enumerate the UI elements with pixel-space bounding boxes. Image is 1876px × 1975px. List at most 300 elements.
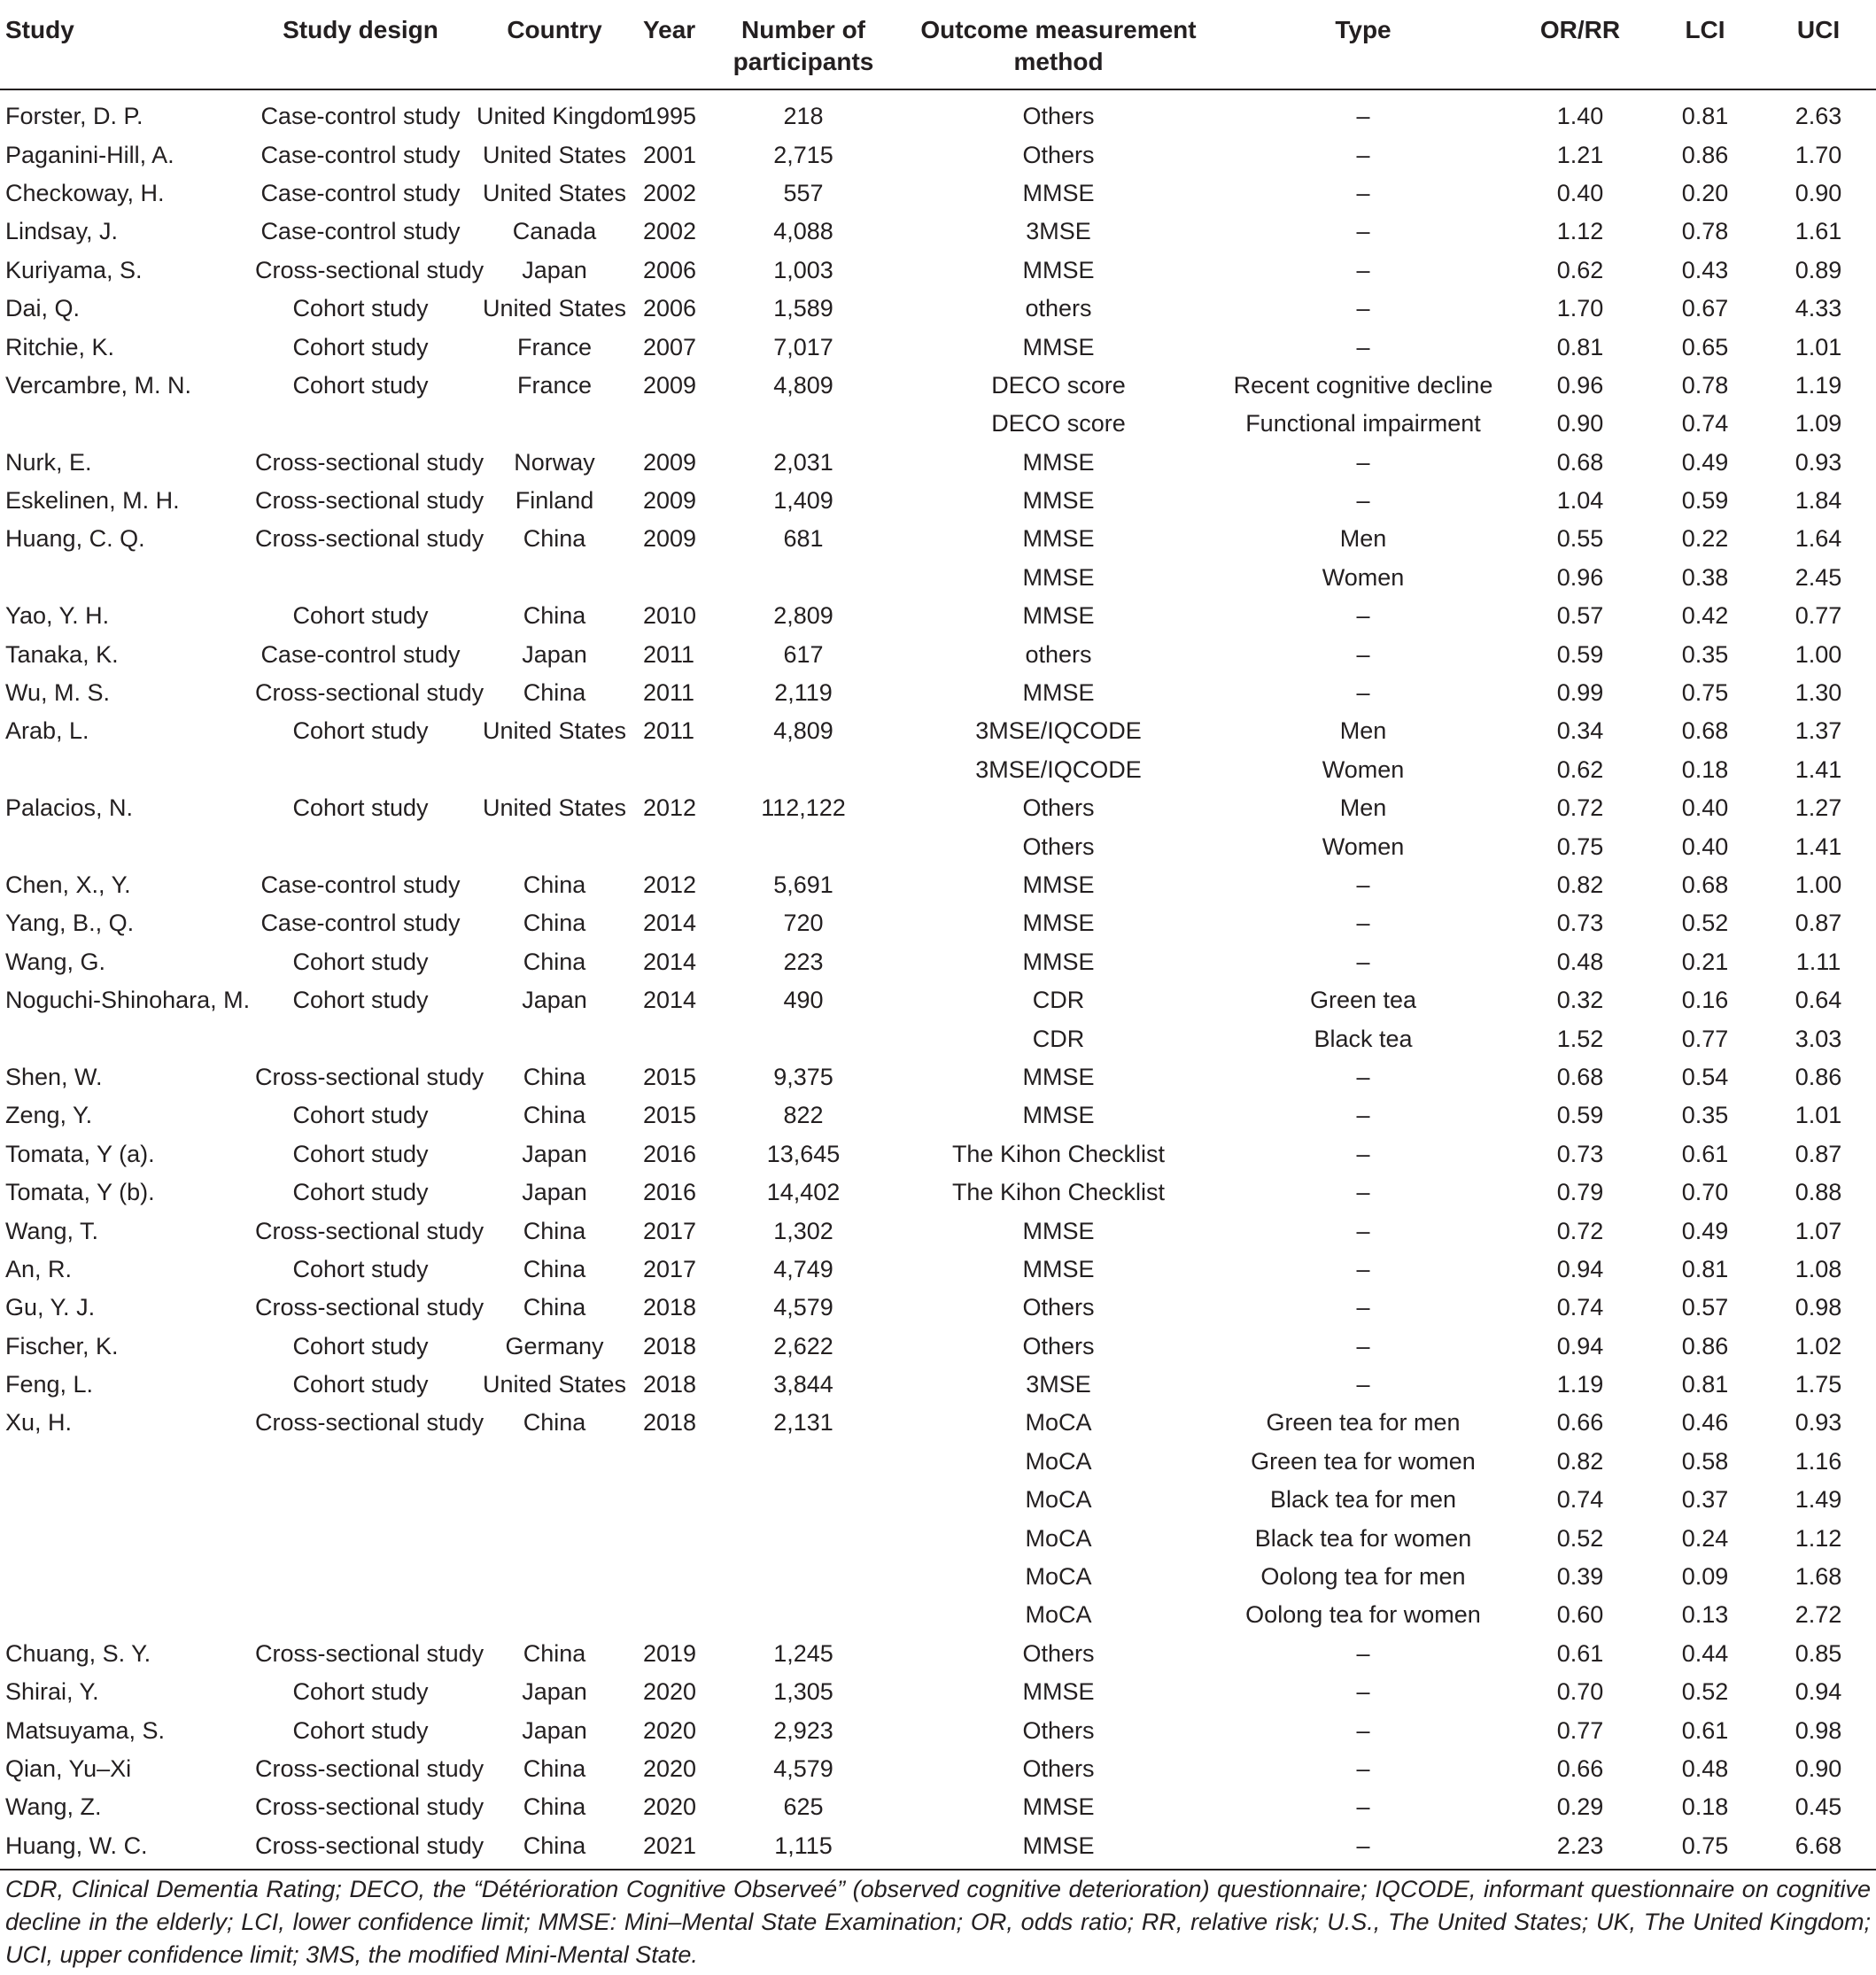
cell-study: [0, 1519, 250, 1557]
cell-type: –: [1356, 179, 1370, 206]
cell-country: Norway: [514, 448, 595, 476]
cell-study: Fischer, K.: [5, 1332, 119, 1359]
cell-study-design: Cohort study: [292, 948, 429, 975]
table-row: [0, 1366, 1876, 1404]
cell-lci: 0.37: [1681, 1486, 1729, 1514]
cell-outcome-method: MMSE: [1022, 448, 1095, 476]
cell-study-design: Cross-sectional study: [255, 1754, 485, 1782]
cell-or-rr: 0.74: [1556, 1294, 1604, 1321]
cell-participants: 14,402: [766, 1179, 841, 1206]
cell-uci: 1.41: [1795, 833, 1842, 860]
cell-study: [0, 1443, 250, 1481]
table-row: [0, 1251, 1876, 1289]
cell-outcome-method: Others: [1022, 1716, 1095, 1744]
cell-lci: 0.78: [1681, 371, 1729, 399]
cell-country: China: [523, 1255, 586, 1282]
cell-outcome-method: Others: [1022, 1754, 1095, 1782]
cell-participants: [705, 751, 902, 789]
table-row: [0, 1212, 1876, 1250]
cell-uci: 1.37: [1795, 717, 1842, 745]
cell-participants: [705, 1443, 902, 1481]
cell-participants: 2,131: [773, 1409, 833, 1437]
cell-participants: [705, 1019, 902, 1057]
cell-or-rr: 0.94: [1556, 1332, 1604, 1359]
cell-or-rr: 0.73: [1556, 1140, 1604, 1167]
cell-uci: 1.00: [1795, 871, 1842, 898]
cell-study: [0, 1558, 250, 1596]
table-row: [0, 290, 1876, 328]
cell-or-rr: 0.72: [1556, 1217, 1604, 1244]
cell-study: Wu, M. S.: [5, 679, 111, 707]
cell-lci: 0.18: [1681, 755, 1729, 783]
cell-study-design: Cohort study: [292, 1716, 429, 1744]
cell-participants: 720: [783, 910, 824, 937]
cell-type: –: [1356, 602, 1370, 630]
cell-study: [0, 1019, 250, 1057]
cell-study: Tomata, Y (a).: [5, 1140, 155, 1167]
cell-year: 2010: [643, 602, 697, 630]
cell-study: Arab, L.: [5, 717, 89, 745]
cell-lci: 0.78: [1681, 218, 1729, 245]
cell-type: Black tea for women: [1254, 1524, 1472, 1552]
cell-or-rr: 0.52: [1556, 1524, 1604, 1552]
cell-participants: 3,844: [773, 1371, 833, 1398]
cell-study-design: [250, 1019, 471, 1057]
cell-year: 2020: [643, 1793, 697, 1821]
cell-outcome-method: MMSE: [1022, 525, 1095, 553]
cell-study-design: Cross-sectional study: [250, 1827, 471, 1870]
cell-country: United States: [482, 717, 627, 745]
cell-lci: 0.61: [1681, 1140, 1729, 1167]
cell-study: Tanaka, K.: [5, 640, 119, 668]
cell-uci: 0.98: [1795, 1294, 1842, 1321]
table-row: [0, 943, 1876, 981]
table-row: [0, 1019, 1876, 1057]
cell-or-rr: 0.79: [1556, 1179, 1604, 1206]
cell-lci: 0.38: [1681, 563, 1729, 591]
cell-or-rr: 0.32: [1556, 987, 1604, 1014]
cell-uci: 2.72: [1795, 1601, 1842, 1629]
cell-country: Japan: [522, 256, 587, 283]
table-row: [0, 827, 1876, 865]
cell-country: China: [523, 948, 586, 975]
cell-study-design: Cross-sectional study: [255, 1217, 485, 1244]
table-row: [0, 789, 1876, 827]
cell-study: Noguchi-Shinohara, M.: [5, 987, 251, 1014]
cell-country: China: [523, 1063, 586, 1090]
table-row: [0, 1328, 1876, 1366]
cell-type: Green tea for women: [1251, 1447, 1476, 1475]
table-row: [0, 1596, 1876, 1634]
cell-country: Germany: [505, 1332, 604, 1359]
cell-type: –: [1356, 487, 1370, 515]
cell-lci: 0.52: [1681, 910, 1729, 937]
cell-lci: 0.40: [1681, 833, 1729, 860]
cell-uci: 2.45: [1795, 563, 1842, 591]
cell-or-rr: 0.68: [1556, 448, 1604, 476]
table-row: [0, 405, 1876, 443]
cell-or-rr: 1.40: [1556, 103, 1604, 130]
cell-type: –: [1356, 871, 1370, 898]
cell-uci: 4.33: [1795, 295, 1842, 322]
cell-year: 2007: [643, 333, 697, 360]
cell-type: –: [1356, 103, 1370, 130]
cell-country: China: [523, 871, 586, 898]
cell-study-design: Case-control study: [260, 218, 461, 245]
cell-outcome-method: MMSE: [1022, 679, 1095, 707]
cell-study: Chen, X., Y.: [5, 871, 131, 898]
cell-type: –: [1356, 448, 1370, 476]
cell-country: [471, 559, 638, 597]
cell-type: –: [1356, 1255, 1370, 1282]
header-study-design: Study design: [250, 0, 471, 89]
cell-type: –: [1356, 1371, 1370, 1398]
cell-or-rr: 0.77: [1556, 1716, 1604, 1744]
cell-uci: 1.75: [1795, 1371, 1842, 1398]
cell-uci: 1.16: [1795, 1447, 1842, 1475]
table-row: [0, 1096, 1876, 1135]
cell-study-design: Cohort study: [292, 333, 429, 360]
cell-participants: 223: [783, 948, 824, 975]
cell-uci: 0.90: [1795, 1754, 1842, 1782]
cell-or-rr: 1.70: [1556, 295, 1604, 322]
table-row: [0, 904, 1876, 942]
cell-type: –: [1356, 679, 1370, 707]
cell-lci: 0.49: [1681, 448, 1729, 476]
cell-uci: 0.90: [1795, 179, 1842, 206]
cell-year: 2002: [643, 218, 697, 245]
cell-uci: 1.07: [1795, 1217, 1842, 1244]
cell-year: 2018: [643, 1371, 697, 1398]
cell-lci: 0.35: [1681, 1102, 1729, 1129]
cell-or-rr: 0.90: [1556, 410, 1604, 438]
cell-year: 2015: [643, 1102, 697, 1129]
cell-type: Green tea: [1309, 987, 1417, 1014]
cell-type: Women: [1322, 563, 1405, 591]
table-row: [0, 712, 1876, 750]
cell-study: Xu, H.: [5, 1409, 73, 1437]
cell-year: [638, 1558, 705, 1596]
cell-year: 2018: [643, 1294, 697, 1321]
cell-year: [638, 827, 705, 865]
cell-or-rr: 0.39: [1556, 1563, 1604, 1591]
cell-country: [471, 1519, 638, 1557]
table-row: [0, 367, 1876, 405]
cell-outcome-method: Others: [1022, 1639, 1095, 1667]
table-row: [0, 174, 1876, 213]
cell-lci: 0.68: [1681, 871, 1729, 898]
cell-study-design: Cross-sectional study: [255, 1294, 485, 1321]
cell-study-design: [250, 1481, 471, 1519]
cell-year: 2006: [643, 256, 697, 283]
cell-study-design: Cohort study: [292, 1678, 429, 1706]
cell-or-rr: 0.74: [1556, 1486, 1604, 1514]
cell-study: Feng, L.: [5, 1371, 94, 1398]
cell-type: –: [1356, 141, 1370, 168]
cell-type: –: [1356, 910, 1370, 937]
cell-type: Green tea for men: [1266, 1409, 1461, 1437]
cell-or-rr: 0.57: [1556, 602, 1604, 630]
cell-country: Japan: [522, 1140, 587, 1167]
header-outcome-method: Outcome measurement method: [902, 0, 1215, 89]
cell-uci: 0.45: [1795, 1793, 1842, 1821]
table-row: [0, 635, 1876, 673]
cell-study: Ritchie, K.: [5, 333, 115, 360]
cell-study: Kuriyama, S.: [5, 256, 143, 283]
cell-type: –: [1356, 1332, 1370, 1359]
cell-study: Checkoway, H.: [5, 179, 165, 206]
cell-study-design: Cohort study: [292, 1371, 429, 1398]
cell-uci: 0.98: [1795, 1716, 1842, 1744]
cell-study-design: Cohort study: [292, 1179, 429, 1206]
cell-study-design: Cross-sectional study: [255, 1639, 485, 1667]
cell-lci: 0.24: [1681, 1524, 1729, 1552]
cell-outcome-method: 3MSE: [1026, 218, 1091, 245]
cell-study: Shirai, Y.: [5, 1678, 99, 1706]
cell-country: [471, 1596, 638, 1634]
cell-study-design: Cohort study: [292, 1102, 429, 1129]
cell-lci: 0.43: [1681, 256, 1729, 283]
cell-participants: 4,749: [773, 1255, 833, 1282]
cell-outcome-method: MoCA: [1025, 1601, 1092, 1629]
cell-country: Japan: [522, 987, 587, 1014]
table-row: [0, 252, 1876, 290]
cell-study: Qian, Yu–Xi: [5, 1754, 132, 1782]
table-row: [0, 1788, 1876, 1826]
cell-study-design: Cohort study: [292, 794, 429, 822]
cell-study-design: Cross-sectional study: [255, 256, 485, 283]
cell-year: 1995: [643, 103, 697, 130]
cell-study: Huang, W. C.: [0, 1827, 250, 1870]
cell-outcome-method: Others: [1022, 833, 1095, 860]
cell-uci: 2.63: [1795, 103, 1842, 130]
table-row: [0, 751, 1876, 789]
cell-participants: 822: [783, 1102, 824, 1129]
cell-outcome-method: others: [1025, 640, 1092, 668]
cell-year: 2016: [643, 1179, 697, 1206]
cell-or-rr: 1.04: [1556, 487, 1604, 515]
cell-uci: 1.12: [1795, 1524, 1842, 1552]
cell-or-rr: 0.61: [1556, 1639, 1604, 1667]
cell-year: 2021: [638, 1827, 705, 1870]
cell-country: China: [523, 910, 586, 937]
cell-country: United States: [482, 179, 627, 206]
cell-outcome-method: MoCA: [1025, 1486, 1092, 1514]
cell-study-design: Case-control study: [260, 910, 461, 937]
cell-country: Japan: [522, 1678, 587, 1706]
cell-lci: 0.44: [1681, 1639, 1729, 1667]
cell-participants: [705, 1596, 902, 1634]
cell-study: Dai, Q.: [5, 295, 81, 322]
cell-lci: 0.75: [1649, 1827, 1761, 1870]
cell-country: United States: [482, 295, 627, 322]
cell-uci: 0.87: [1795, 1140, 1842, 1167]
cell-study-design: Cohort study: [292, 371, 429, 399]
cell-lci: 0.52: [1681, 1678, 1729, 1706]
cell-or-rr: 0.81: [1556, 333, 1604, 360]
cell-study-design: [250, 1596, 471, 1634]
cell-country: [471, 405, 638, 443]
cell-study: Paganini-Hill, A.: [5, 141, 174, 168]
table-row: [0, 1519, 1876, 1557]
cell-type: Men: [1339, 525, 1387, 553]
cell-study-design: Cross-sectional study: [255, 679, 485, 707]
cell-study: [0, 1481, 250, 1519]
cell-or-rr: 0.68: [1556, 1063, 1604, 1090]
cell-participants: 2,622: [773, 1332, 833, 1359]
cell-type: Women: [1322, 755, 1405, 783]
cell-study: Eskelinen, M. H.: [5, 487, 180, 515]
cell-outcome-method: MMSE: [1022, 910, 1095, 937]
cell-or-rr: 0.99: [1556, 679, 1604, 707]
header-uci: UCI: [1761, 0, 1876, 89]
cell-participants: 218: [783, 103, 824, 130]
cell-participants: 1,003: [773, 256, 833, 283]
cell-type: –: [1356, 1179, 1370, 1206]
cell-year: 2020: [643, 1754, 697, 1782]
cell-year: 2018: [643, 1332, 697, 1359]
table-row: [0, 1481, 1876, 1519]
cell-study: Lindsay, J.: [5, 218, 119, 245]
cell-study: Chuang, S. Y.: [5, 1639, 151, 1667]
cell-outcome-method: MMSE: [1022, 333, 1095, 360]
table-row: [0, 674, 1876, 712]
cell-or-rr: 0.40: [1556, 179, 1604, 206]
cell-country: United Kingdom: [477, 103, 647, 130]
cell-or-rr: 0.59: [1556, 1102, 1604, 1129]
cell-lci: 0.48: [1681, 1754, 1729, 1782]
cell-study-design: Cohort study: [292, 602, 429, 630]
table-row: [0, 559, 1876, 597]
table-footnote: CDR, Clinical Dementia Rating; DECO, the “Détérioration Cognitive Observeé” (observed cognitive deterioration) questionnaire; IQCODE, informant questionnaire on cognitive decline in the elderly; LCI, lower confidence limit; MMSE: Mini–Mental State Examination; OR, odds ratio; RR, relative risk; U.S., The United States; UK, The United Kingdom; UCI, upper confidence limit; 3MS, the modified Mini-Mental State.: [5, 1876, 1871, 1968]
cell-uci: 1.64: [1795, 525, 1842, 553]
cell-study-design: Cross-sectional study: [255, 487, 485, 515]
cell-study-design: Cohort study: [292, 295, 429, 322]
cell-participants: [705, 1481, 902, 1519]
table-row: [0, 866, 1876, 904]
table-row: [0, 981, 1876, 1019]
header-study: Study: [0, 0, 250, 89]
cell-participants: 1,115: [705, 1827, 902, 1870]
cell-lci: 0.16: [1681, 987, 1729, 1014]
cell-type: –: [1356, 640, 1370, 668]
cell-lci: 0.46: [1681, 1409, 1729, 1437]
cell-type: –: [1356, 256, 1370, 283]
cell-uci: 1.70: [1795, 141, 1842, 168]
cell-or-rr: 0.66: [1556, 1409, 1604, 1437]
cell-study: Matsuyama, S.: [5, 1716, 166, 1744]
cell-type: –: [1356, 1793, 1370, 1821]
cell-year: 2001: [643, 141, 697, 168]
cell-year: 2014: [643, 910, 697, 937]
cell-outcome-method: Others: [1022, 103, 1095, 130]
cell-year: 2011: [643, 640, 695, 668]
table-row: [0, 1750, 1876, 1788]
cell-country: China: [523, 1409, 586, 1437]
cell-year: 2011: [643, 717, 695, 745]
cell-country: France: [516, 371, 593, 399]
cell-or-rr: 0.70: [1556, 1678, 1604, 1706]
cell-uci: 6.68: [1761, 1827, 1876, 1870]
cell-or-rr: 0.62: [1556, 256, 1604, 283]
cell-type: –: [1356, 333, 1370, 360]
cell-country: Canada: [512, 218, 597, 245]
cell-year: 2019: [643, 1639, 697, 1667]
cell-or-rr: 1.19: [1556, 1371, 1604, 1398]
cell-participants: 112,122: [761, 794, 846, 822]
cell-type: –: [1356, 1063, 1370, 1090]
cell-study-design: Cohort study: [292, 1255, 429, 1282]
cell-year: 2009: [643, 487, 697, 515]
header-or-rr: OR/RR: [1511, 0, 1649, 89]
cell-lci: 0.86: [1681, 141, 1729, 168]
cell-year: [638, 751, 705, 789]
cell-outcome-method: MMSE: [1022, 1063, 1095, 1090]
cell-lci: 0.81: [1681, 103, 1729, 130]
cell-uci: 1.11: [1795, 948, 1841, 975]
cell-participants: 7,017: [773, 333, 833, 360]
cell-outcome-method: Others: [1022, 1294, 1095, 1321]
header-year: Year: [638, 0, 705, 89]
cell-study-design: [250, 559, 471, 597]
cell-country: Japan: [522, 1716, 587, 1744]
cell-uci: 0.87: [1795, 910, 1842, 937]
cell-participants: 1,409: [773, 487, 833, 515]
cell-year: 2009: [643, 525, 697, 553]
cell-uci: 1.30: [1795, 679, 1842, 707]
cell-participants: 2,809: [773, 602, 833, 630]
header-lci: LCI: [1649, 0, 1761, 89]
cell-year: 2016: [643, 1140, 697, 1167]
cell-type: Black tea for men: [1269, 1486, 1457, 1514]
cell-lci: 0.86: [1681, 1332, 1729, 1359]
cell-country: Japan: [522, 640, 587, 668]
cell-country: Finland: [515, 487, 594, 515]
cell-country: [471, 827, 638, 865]
header-type: Type: [1215, 0, 1511, 89]
cell-or-rr: 2.23: [1511, 1827, 1649, 1870]
cell-study: Huang, C. Q.: [5, 525, 145, 553]
cell-uci: 1.68: [1795, 1563, 1842, 1591]
cell-country: China: [523, 1217, 586, 1244]
cell-or-rr: 0.82: [1556, 1447, 1604, 1475]
cell-outcome-method: MMSE: [902, 1827, 1215, 1870]
cell-type: Oolong tea for women: [1245, 1601, 1481, 1629]
cell-country: China: [523, 679, 586, 707]
cell-outcome-method: MMSE: [1022, 1102, 1095, 1129]
cell-country: China: [523, 602, 586, 630]
cell-outcome-method: MMSE: [1022, 948, 1095, 975]
cell-or-rr: 0.75: [1556, 833, 1604, 860]
cell-or-rr: 1.21: [1556, 141, 1604, 168]
cell-type: –: [1356, 948, 1370, 975]
cell-outcome-method: MMSE: [1022, 256, 1095, 283]
cell-outcome-method: MMSE: [1022, 1217, 1095, 1244]
cell-study: Palacios, N.: [5, 794, 134, 822]
cell-country: China: [523, 1102, 586, 1129]
cell-uci: 0.88: [1795, 1179, 1842, 1206]
cell-or-rr: 0.62: [1556, 755, 1604, 783]
cell-year: 2009: [643, 448, 697, 476]
cell-or-rr: 0.96: [1556, 371, 1604, 399]
cell-type: Oolong tea for men: [1260, 1563, 1466, 1591]
cell-lci: 0.77: [1681, 1025, 1729, 1052]
cell-lci: 0.58: [1681, 1447, 1729, 1475]
table-row: [0, 328, 1876, 366]
cell-participants: 13,645: [766, 1140, 841, 1167]
cell-year: 2011: [643, 679, 695, 707]
table-row: [0, 1135, 1876, 1173]
